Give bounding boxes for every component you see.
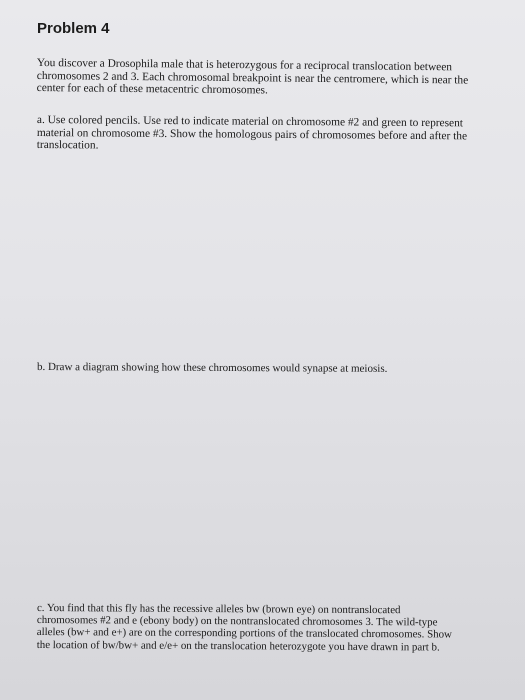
part-b-line-1: b. Draw a diagram showing how these chromosomes would synapse at meiosis. <box>36 361 388 375</box>
part-c-paragraph <box>37 602 452 653</box>
part-a-line-1: a. Use colored pencils. Use red to indicate material on chromosome #2 and green to represent <box>36 114 464 130</box>
part-a-line-3: translocation. <box>36 139 99 152</box>
intro-line-3: center for each of these metacentric chromosomes. <box>36 82 268 97</box>
intro-line-2: chromosomes 2 and 3. Each chromosomal breakpoint is near the centromere, which is near the <box>36 69 469 87</box>
part-c-line-1: c. You find that this fly has the recessive alleles bw (brown eye) on nontranslocated <box>36 602 401 617</box>
part-c-line-2: chromosomes #2 and e (ebony body) on the nontranslocated chromosomes 3. The wild-type <box>36 614 438 629</box>
part-c-line-3: alleles (bw+ and e+) are on the corresponding portions of the translocated chromosomes. Show <box>36 626 452 641</box>
part-b-paragraph <box>37 361 387 375</box>
part-c-line-4: the location of bw/bw+ and e/e+ on the translocation heterozygote you have drawn in part b. <box>36 638 440 654</box>
intro-paragraph <box>37 57 469 99</box>
part-a-line-2: material on chromosome #3. Show the homologous pairs of chromosomes before and after the <box>36 126 468 142</box>
intro-line-1: You discover a Drosophila male that is heterozygous for a reciprocal translocation between <box>36 57 453 74</box>
problem-title: Problem 4 <box>37 20 110 37</box>
part-a-paragraph <box>37 114 468 155</box>
